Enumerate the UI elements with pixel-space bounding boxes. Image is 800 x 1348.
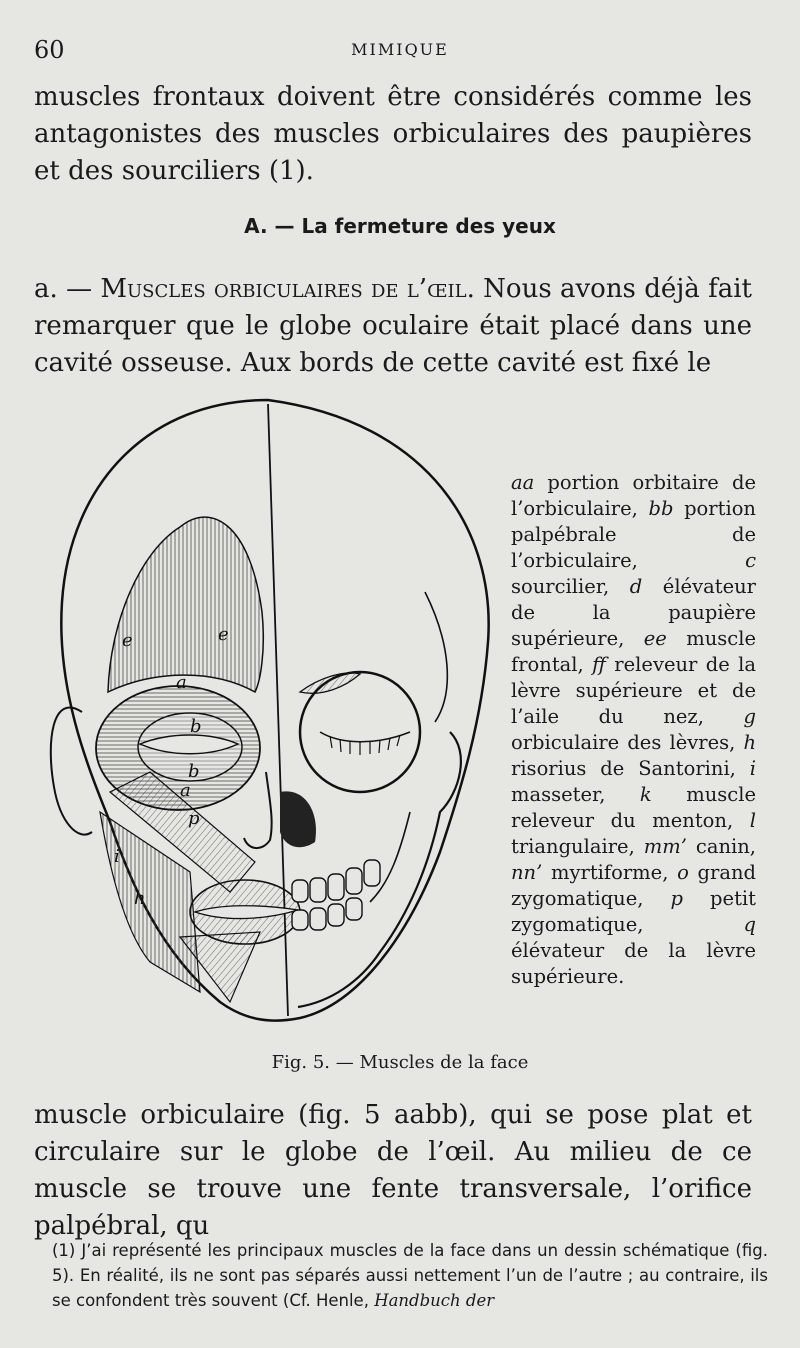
legend-text: portion palpébrale de l’orbiculaire, [511,497,756,572]
legend-key: i [749,757,756,780]
figure-caption: Fig. 5. — Muscles de la face [271,1052,529,1073]
legend-text: canin, [686,835,756,858]
legend-text: grand zygomatique, [511,861,756,910]
legend-key: g [743,705,756,728]
page-header [34,36,766,66]
paragraph-3: muscle orbiculaire (fig. 5 aabb), qui se pose plat et circulaire sur le globe de l’œil. Au milieu de ce muscle se trouve une fente transversale, l’orifice palpébral, qu [34,1100,752,1241]
legend-key: aa [511,471,535,494]
label-b-top: b [190,716,202,737]
legend-text: triangulaire, [511,835,644,858]
legend-text: sourcilier, [511,575,630,598]
section-heading: A. — La fermeture des yeux [244,214,556,238]
legend-key: c [745,549,756,572]
legend-text: muscle releveur du menton, [511,783,756,832]
face-muscles-illustration [30,392,500,1032]
page-number: 60 [34,36,65,64]
paragraph-2 [34,271,752,382]
label-b-bottom: b [188,761,200,782]
legend-text: risorius de Santorini, [511,757,750,780]
legend-text: petit zygomatique, [511,887,756,936]
legend-key: q [743,913,756,936]
legend-key: h [743,731,756,754]
ear [51,707,92,834]
figure-legend [511,470,756,990]
frontal-muscle [108,517,263,692]
legend-key: k [639,783,652,806]
legend-key: nn’ [511,861,543,884]
legend-text: élévateur de la paupière supérieure, [511,575,756,650]
legend-key: p [670,887,684,910]
legend-key: ff [592,653,606,676]
running-title: MIMIQUE [351,40,449,59]
legend-key: l [749,809,756,832]
legend-key: ee [643,627,667,650]
footnote-italic: Handbuch der [374,1291,495,1310]
label-a-top: a [176,672,187,693]
paragraph-2-text: Nous avons déjà fait remarquer que le globe oculaire était placé dans une cavité osseuse. Aux bords de cette cavité est fixé le [34,274,752,378]
legend-text: masseter, [511,783,640,806]
legend-key: mm’ [643,835,687,858]
label-a-bottom: a [180,780,191,801]
legend-key: o [677,861,689,884]
label-e-right: e [218,624,229,645]
label-h: h [134,888,146,909]
skull-teeth [292,860,380,930]
legend-text: myrtiforme, [542,861,678,884]
legend-key: bb [648,497,674,520]
legend-text: portion orbitaire de l’orbiculaire, [511,471,756,520]
label-e-left: e [122,630,133,651]
paragraph-2-smallcaps: Muscles orbiculaires de l’œil. [100,274,475,304]
legend-key: d [629,575,643,598]
legend-text: releveur de la lèvre supérieure et de l’aile du nez, [511,653,756,728]
label-p: p [188,808,200,829]
paragraph-1: muscles frontaux doivent être considérés comme les antagonistes des muscles orbiculaires des paupières et des sourciliers (1). [34,82,752,186]
footnote-text: (1) J’ai représenté les principaux muscles de la face dans un dessin schématique (fig. 5). En réalité, ils ne sont pas séparés aussi nettement l’un de l’autre ; au contraire, ils se confondent très souvent (Cf. Henle, [52,1241,768,1310]
legend-text: muscle frontal, [511,627,756,676]
legend-text: élévateur de la lèvre supérieure. [511,939,756,988]
legend-text: orbiculaire des lèvres, [511,731,744,754]
nose [244,772,272,848]
footnote [52,1238,768,1313]
paragraph-2-lead: a. — [34,274,101,304]
label-i: i [114,846,120,867]
